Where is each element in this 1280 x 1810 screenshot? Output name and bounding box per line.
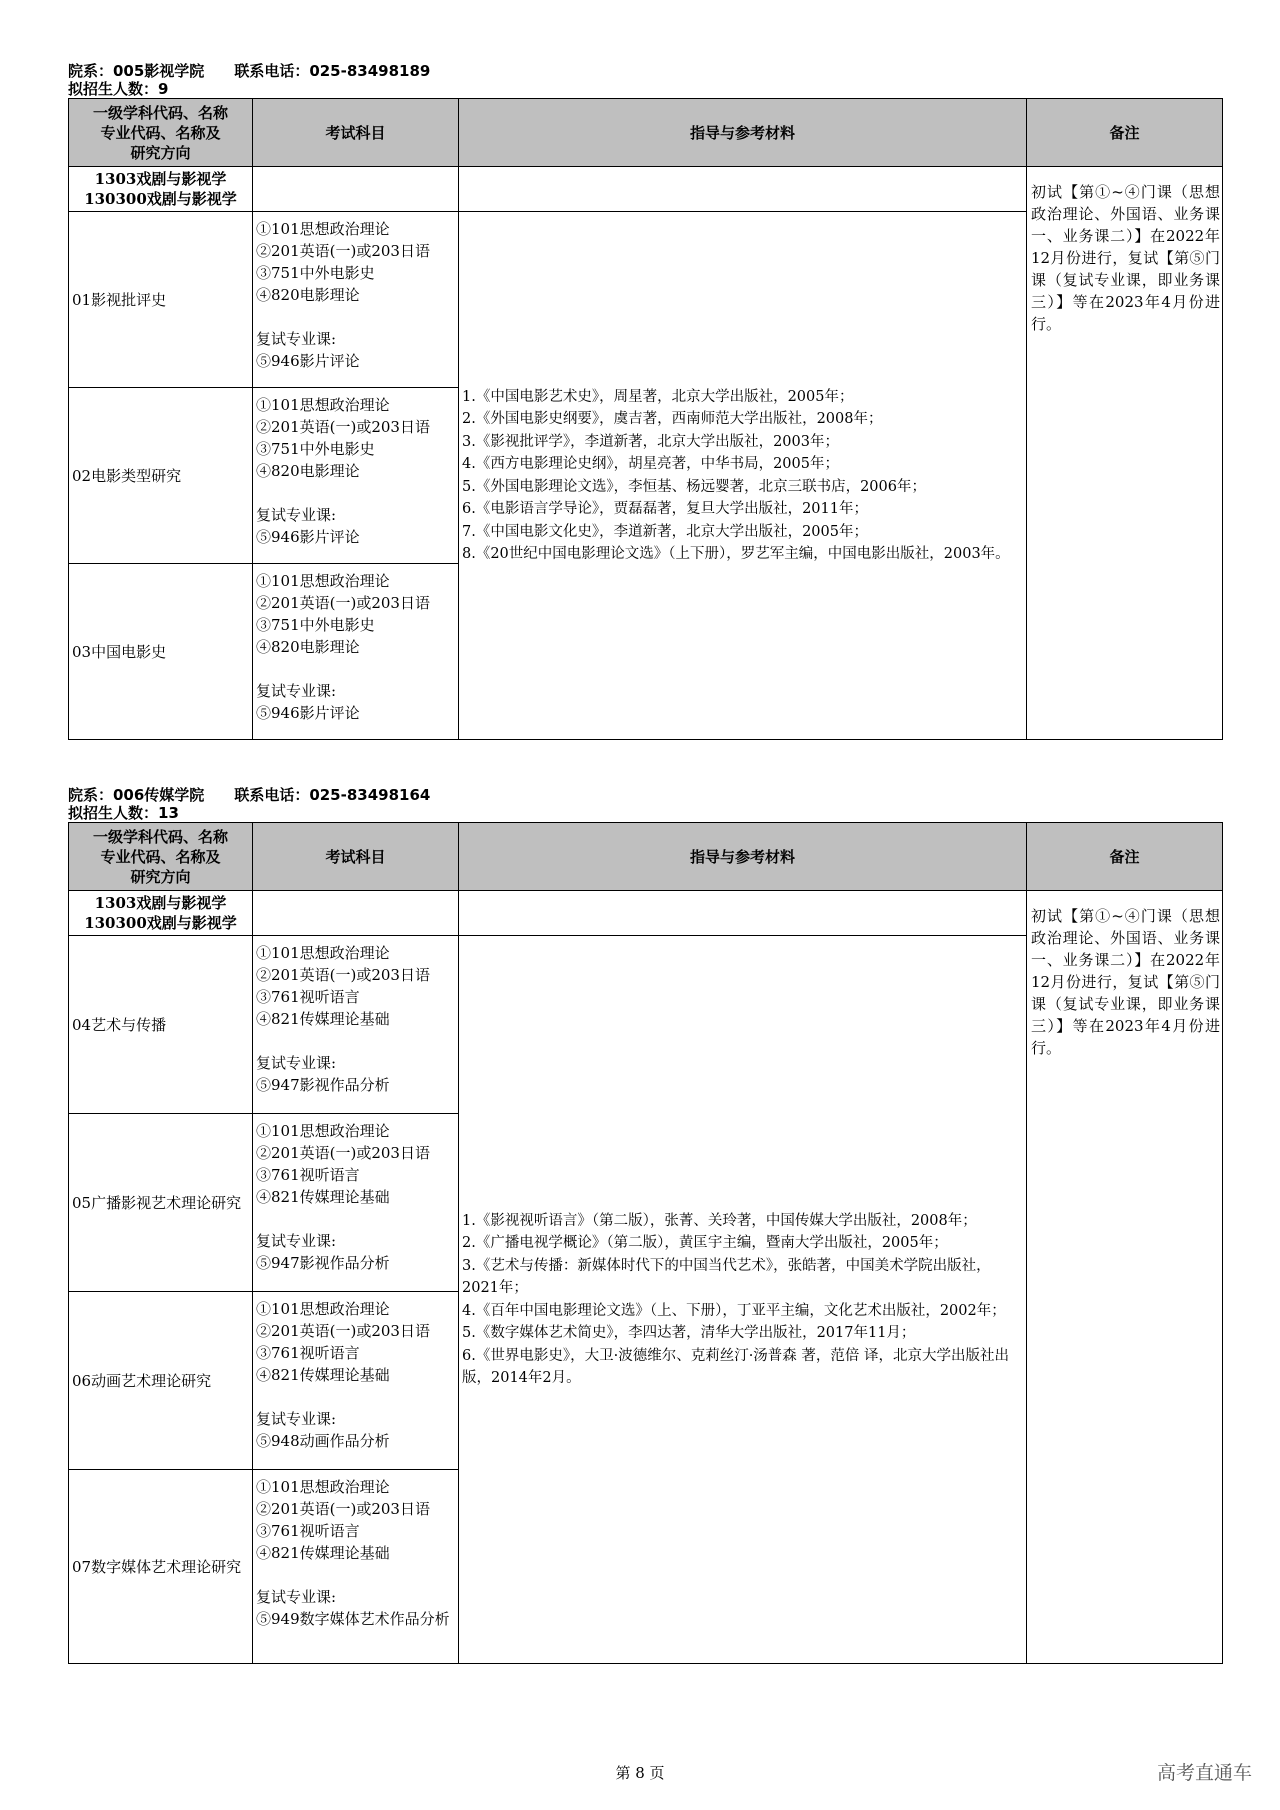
exam-item: ⑤948动画作品分析 [256,1432,390,1450]
reference-item: 1.《影视视听语言》（第二版），张菁、关玲著，中国传媒大学出版社，2008年； [462,1212,977,1229]
discipline-header [69,99,253,167]
page-number: 第 8 页 [615,1764,665,1782]
references-cell [459,936,1027,1664]
exam-item: ②201英语(一)或203日语 [256,1144,430,1162]
section-header [68,786,1222,804]
exam-list [253,388,459,564]
exam-item: 复试专业课: [256,506,337,524]
empty-cell [459,891,1027,936]
discipline-row [69,167,1223,212]
discipline-header-line: 专业代码、名称及 [100,123,221,142]
empty-cell [253,167,459,212]
discipline-header-line: 一级学科代码、名称 [92,827,228,846]
reference-item: 1.《中国电影艺术史》，周星著，北京大学出版社，2005年； [462,388,854,405]
discipline-header-line: 研究方向 [130,143,191,162]
quota-label: 拟招生人数：13 [68,804,179,822]
exam-item: 复试专业课: [256,1054,337,1072]
table-header-row [69,823,1223,891]
exam-item: ④821传媒理论基础 [256,1188,390,1206]
direction-name: 06动画艺术理论研究 [69,1292,253,1470]
discipline-cell [69,167,253,212]
exam-item: ⑤946影片评论 [256,704,360,722]
exam-list [253,212,459,388]
exam-item: 复试专业课: [256,1232,337,1250]
admissions-table [68,98,1223,740]
dept-label: 院系：006传媒学院 [68,786,205,804]
exam-list [253,1470,459,1664]
exam-item: ②201英语(一)或203日语 [256,242,430,260]
exam-item: ⑤946影片评论 [256,528,360,546]
exam-item: ③761视听语言 [256,1522,360,1540]
discipline-header-line: 专业代码、名称及 [100,847,221,866]
section-header [68,62,1222,80]
direction-name: 07数字媒体艺术理论研究 [69,1470,253,1664]
exam-item: ③751中外电影史 [256,440,375,458]
major-code: 130300戏剧与影视学 [84,190,237,208]
exam-item: ①101思想政治理论 [256,220,390,238]
exam-item: ③751中外电影史 [256,616,375,634]
reference-item: 5.《数字媒体艺术简史》，李四达著，清华大学出版社，2017年11月； [462,1325,916,1341]
admissions-table [68,822,1223,1664]
exam-item: ②201英语(一)或203日语 [256,594,430,612]
exam-item: ④820电影理论 [256,638,360,656]
reference-item: 6.《电影语言学导论》，贾磊磊著，复旦大学出版社，2011年； [462,501,868,517]
exam-list [253,1292,459,1470]
exam-item: ⑤947影视作品分析 [256,1254,390,1272]
discipline-code: 1303戏剧与影视学 [94,894,227,912]
exam-item: ③761视听语言 [256,988,360,1006]
exam-header: 考试科目 [253,823,459,891]
exam-item: ④820电影理论 [256,286,360,304]
exam-item: ⑤946影片评论 [256,352,360,370]
reference-item: 7.《中国电影文化史》，李道新著，北京大学出版社，2005年； [462,523,868,540]
exam-list [253,936,459,1114]
phone-label: 联系电话：025-83498164 [234,786,431,804]
reference-item: 6.《世界电影史》，大卫·波德维尔、克莉丝汀·汤普森 著，范倍 译，北京大学出版社出版，2014年2月。 [462,1347,1010,1386]
empty-cell [459,167,1027,212]
reference-item: 8.《20世纪中国电影理论文选》（上下册），罗艺军主编，中国电影出版社，2003年。 [462,546,1010,562]
exam-item: ①101思想政治理论 [256,1478,390,1496]
exam-item: ④820电影理论 [256,462,360,480]
exam-spacer [256,1564,455,1586]
exam-item: ④821传媒理论基础 [256,1544,390,1562]
exam-item: ①101思想政治理论 [256,1122,390,1140]
reference-item: 3.《影视批评学》，李道新著，北京大学出版社，2003年； [462,433,839,450]
exam-spacer [256,1386,455,1408]
exam-item: ①101思想政治理论 [256,396,390,414]
direction-name: 02电影类型研究 [69,388,253,564]
discipline-row [69,891,1223,936]
exam-item: ②201英语(一)或203日语 [256,418,430,436]
exam-item: ②201英语(一)或203日语 [256,1500,430,1518]
exam-item: 复试专业课: [256,1410,337,1428]
discipline-cell [69,891,253,936]
exam-item: ④821传媒理论基础 [256,1010,390,1028]
exam-item: ①101思想政治理论 [256,572,390,590]
discipline-code: 1303戏剧与影视学 [94,170,227,188]
exam-item: 复试专业课: [256,1588,337,1606]
refs-header: 指导与参考材料 [459,99,1027,167]
exam-item: ①101思想政治理论 [256,944,390,962]
exam-spacer [256,1030,455,1052]
discipline-header-line: 一级学科代码、名称 [92,103,228,122]
section-film-school [68,62,1222,740]
phone-label: 联系电话：025-83498189 [234,62,431,80]
table-header-row [69,99,1223,167]
direction-name: 04艺术与传播 [69,936,253,1114]
major-code: 130300戏剧与影视学 [84,914,237,932]
dept-label: 院系：005影视学院 [68,62,205,80]
empty-cell [253,891,459,936]
reference-item: 5.《外国电影理论文选》，李恒基、杨远婴著，北京三联书店，2006年； [462,478,926,495]
reference-item: 4.《西方电影理论史纲》，胡星亮著，中华书局，2005年； [462,456,839,472]
notes-header: 备注 [1027,99,1223,167]
direction-name: 03中国电影史 [69,564,253,740]
exam-item: ②201英语(一)或203日语 [256,1322,430,1340]
notes-header: 备注 [1027,823,1223,891]
exam-item: ⑤949数字媒体艺术作品分析 [256,1610,450,1628]
section-media-school [68,786,1222,1664]
exam-item: 复试专业课: [256,330,337,348]
reference-item: 2.《外国电影史纲要》，虞吉著，西南师范大学出版社，2008年； [462,411,883,427]
exam-item: ⑤947影视作品分析 [256,1076,390,1094]
exam-spacer [256,1208,455,1230]
direction-name: 01影视批评史 [69,212,253,388]
exam-list [253,564,459,740]
note-cell: 初试【第①~④门课（思想政治理论、外国语、业务课一、业务课二）】在2022年12月份进行，复试【第⑤门课（复试专业课，即业务课三）】等在2023年4月份进行。 [1027,167,1223,740]
note-cell: 初试【第①~④门课（思想政治理论、外国语、业务课一、业务课二）】在2022年12月份进行，复试【第⑤门课（复试专业课，即业务课三）】等在2023年4月份进行。 [1027,891,1223,1664]
exam-header: 考试科目 [253,99,459,167]
exam-item: ①101思想政治理论 [256,1300,390,1318]
exam-spacer [256,658,455,680]
exam-item: ④821传媒理论基础 [256,1366,390,1384]
refs-header: 指导与参考材料 [459,823,1027,891]
discipline-header [69,823,253,891]
reference-item: 3.《艺术与传播：新媒体时代下的中国当代艺术》，张皓著，中国美术学院出版社，2021年； [462,1257,991,1296]
quota-label: 拟招生人数：9 [68,80,169,98]
exam-spacer [256,306,455,328]
exam-item: ③761视听语言 [256,1344,360,1362]
exam-list [253,1114,459,1292]
discipline-header-line: 研究方向 [130,867,191,886]
exam-item: ②201英语(一)或203日语 [256,966,430,984]
reference-item: 4.《百年中国电影理论文选》（上、下册），丁亚平主编，文化艺术出版社，2002年； [462,1302,1006,1319]
exam-item: ③761视听语言 [256,1166,360,1184]
exam-item: ③751中外电影史 [256,264,375,282]
references-cell [459,212,1027,740]
exam-spacer [256,482,455,504]
exam-item: 复试专业课: [256,682,337,700]
watermark-text: 高考直通车 [1156,1762,1252,1784]
direction-name: 05广播影视艺术理论研究 [69,1114,253,1292]
reference-item: 2.《广播电视学概论》（第二版），黄匡宇主编，暨南大学出版社，2005年； [462,1235,948,1251]
